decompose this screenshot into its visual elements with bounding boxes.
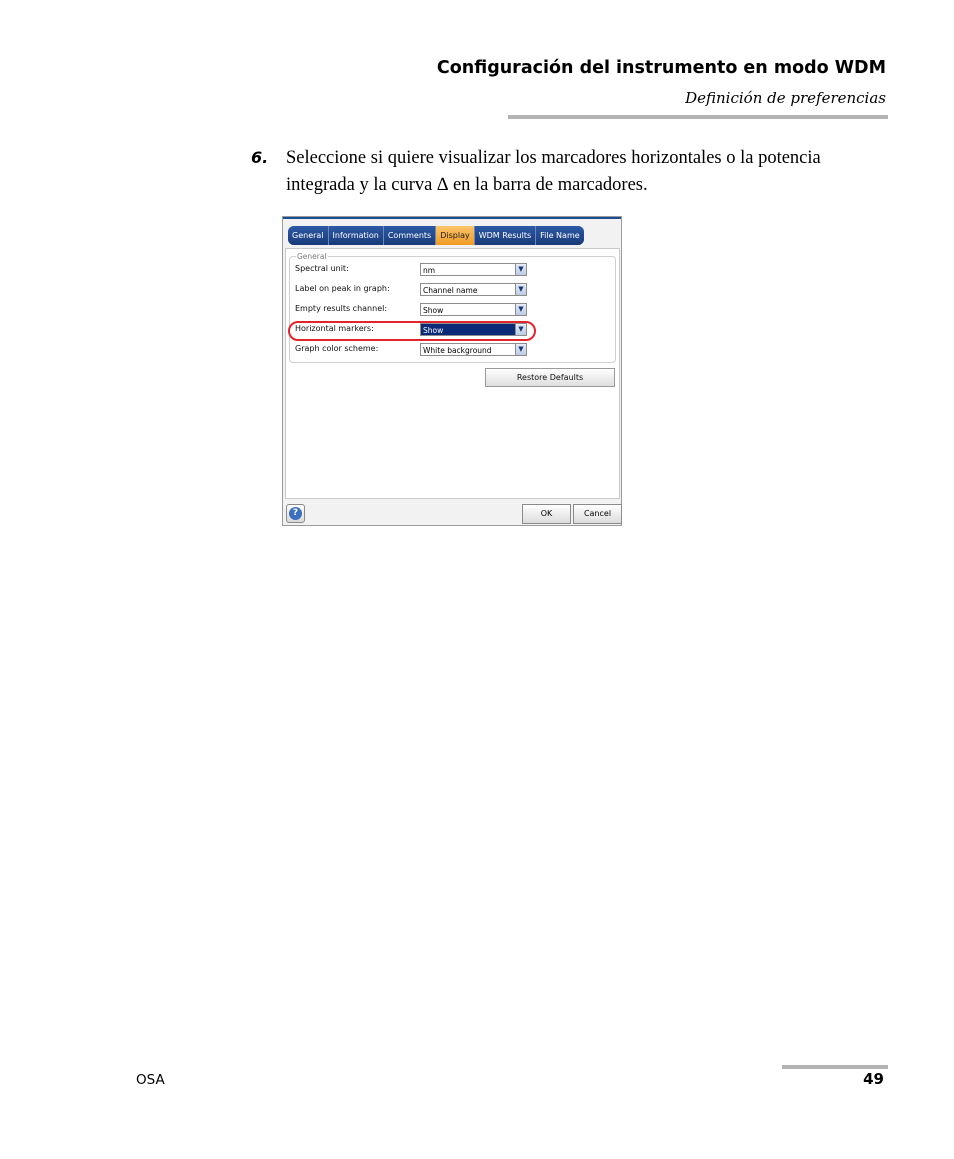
graph-color-scheme-value: White background (423, 346, 492, 355)
footer-rule (782, 1065, 888, 1069)
tab-wdm-results[interactable]: WDM Results (475, 226, 536, 245)
empty-results-channel-label: Empty results channel: (295, 304, 388, 313)
cancel-button[interactable]: Cancel (573, 504, 622, 524)
tab-display[interactable]: Display (436, 226, 475, 245)
step-number: 6. (251, 148, 269, 167)
graph-color-scheme-select[interactable] (420, 343, 527, 356)
horizontal-markers-label: Horizontal markers: (295, 324, 374, 333)
chevron-down-icon[interactable]: ▼ (515, 324, 526, 335)
footer-product: OSA (136, 1072, 165, 1088)
tab-bar (288, 226, 584, 245)
label-on-peak-label: Label on peak in graph: (295, 284, 390, 293)
spectral-unit-select[interactable] (420, 263, 527, 276)
page-number: 49 (863, 1070, 884, 1088)
horizontal-markers-value: Show (423, 326, 444, 335)
header-title: Configuración del instrumento en modo WDM (436, 58, 886, 78)
help-button[interactable] (286, 504, 305, 523)
chevron-down-icon[interactable]: ▼ (515, 284, 526, 295)
general-group (289, 252, 616, 363)
display-tab-content (285, 248, 620, 499)
group-title: General (297, 252, 327, 261)
dialog-top-bar (283, 217, 621, 219)
header-subtitle: Definición de preferencias (685, 89, 886, 107)
preferences-dialog-screenshot (282, 216, 622, 526)
tab-general[interactable]: General (288, 226, 329, 245)
spectral-unit-value: nm (423, 266, 436, 275)
tab-information[interactable]: Information (329, 226, 384, 245)
step-text: Seleccione si quiere visualizar los marcadores horizontales o la potencia integrada y la curva ∆ en la barra de marcadores. (286, 148, 821, 195)
ok-button[interactable]: OK (522, 504, 571, 524)
horizontal-markers-select[interactable] (420, 323, 527, 336)
tab-file-name[interactable]: File Name (536, 226, 584, 245)
header-rule (508, 115, 888, 119)
graph-color-scheme-label: Graph color scheme: (295, 344, 379, 353)
chevron-down-icon[interactable]: ▼ (515, 304, 526, 315)
chevron-down-icon[interactable]: ▼ (515, 344, 526, 355)
empty-results-channel-value: Show (423, 306, 444, 315)
label-on-peak-value: Channel name (423, 286, 478, 295)
dialog-footer (283, 501, 621, 525)
empty-results-channel-select[interactable] (420, 303, 527, 316)
help-icon: ? (289, 507, 302, 520)
tab-comments[interactable]: Comments (384, 226, 436, 245)
chevron-down-icon[interactable]: ▼ (515, 264, 526, 275)
restore-defaults-button[interactable]: Restore Defaults (485, 368, 615, 387)
label-on-peak-select[interactable] (420, 283, 527, 296)
spectral-unit-label: Spectral unit: (295, 264, 349, 273)
